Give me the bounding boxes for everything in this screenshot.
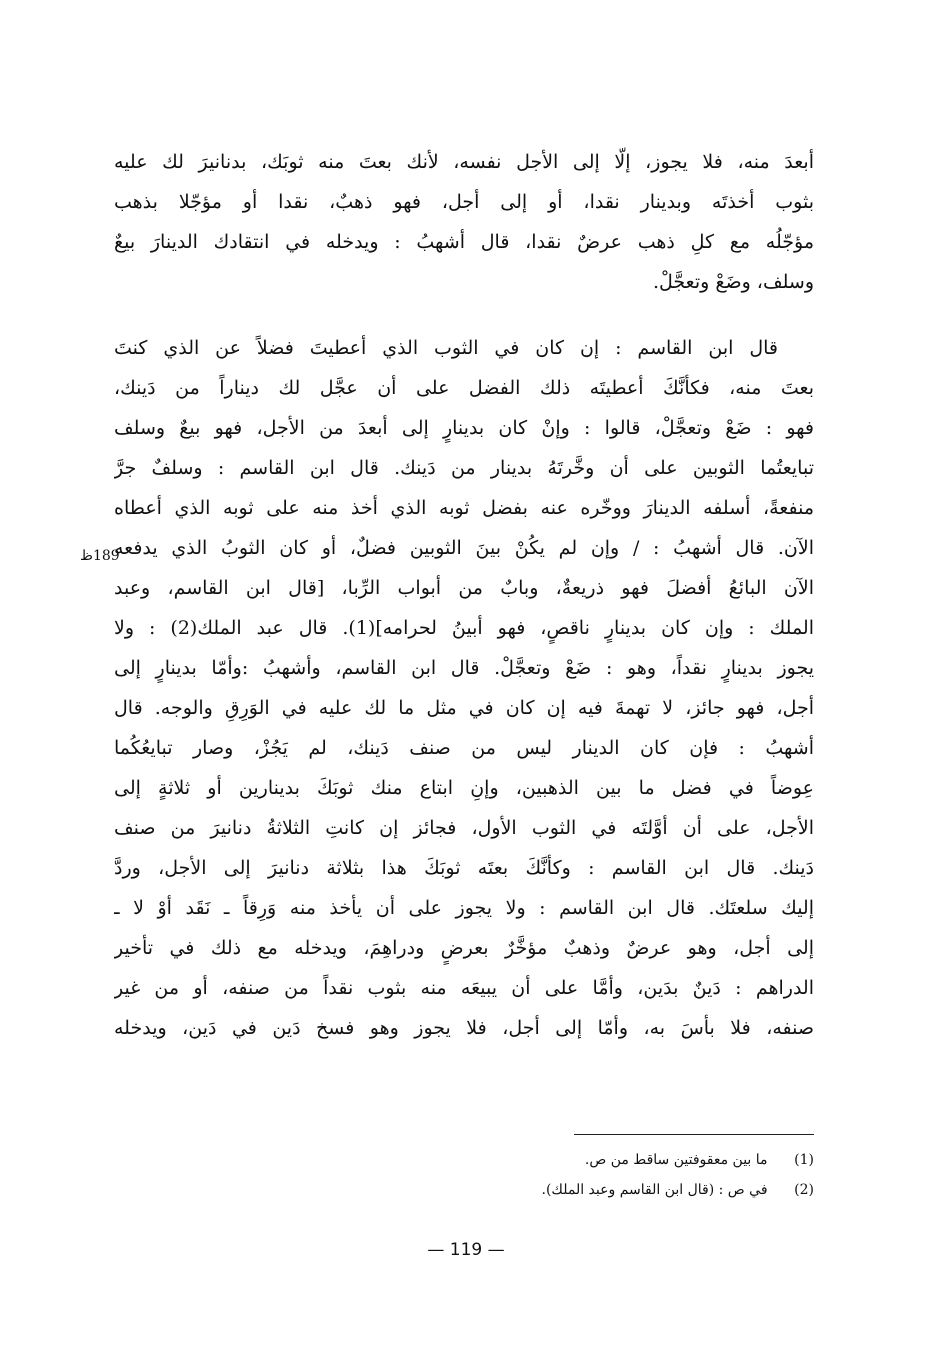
footnotes bbox=[114, 1145, 814, 1205]
text-line: يجوز بدينارٍ نقداً، وهو : ضَعْ وتعجَّلْ. قال ابن القاسم، وأشهبُ :وأمّا بدينارٍ إلى bbox=[114, 657, 814, 679]
footnote-item bbox=[114, 1175, 814, 1205]
paragraph-2 bbox=[114, 328, 814, 1048]
text-line: صنفه، فلا بأسَ به، وأمّا إلى أجل، فلا يجوز وهو فسخ دَين في دَين، ويدخله bbox=[114, 1017, 814, 1039]
text-line: منفعةً، أسلفه الدينارَ ووخّره عنه بفضل ثوبه الذي أخذ منه على ثوبه الذي أعطاه bbox=[114, 497, 814, 519]
page-number: — 119 — bbox=[427, 1240, 505, 1260]
footnote-item bbox=[114, 1145, 814, 1175]
text-line: بعتَ منه، فكأنَّكَ أعطيتَه ذلك الفضل على أن عجَّل لك ديناراً من دَينك، bbox=[114, 377, 814, 399]
footnote-divider bbox=[574, 1134, 814, 1135]
text-line: الملك : وإن كان بدينارٍ ناقصٍ، فهو أبينُ لحرامه](1). قال عبد الملك(2) : ولا bbox=[114, 617, 814, 639]
text-line: أبعدَ منه، فلا يجوز، إلّا إلى الأجل نفسه، لأنك بعتَ منه ثوبَك، بدنانيرَ لك عليه bbox=[114, 151, 814, 173]
manuscript-folio-marker: 189ظ bbox=[80, 548, 120, 564]
text-line: وسلف، وضَعْ وتعجَّلْ. bbox=[652, 271, 814, 293]
paragraph-1 bbox=[114, 142, 814, 302]
text-line: مؤجّلُه مع كلِ ذهب عرضٌ نقدا، قال أشهبُ : ويدخله في انتقادك الدينارَ بيعٌ bbox=[114, 231, 814, 253]
text-line: دَينك. قال ابن القاسم : وكأنَّكَ بعتَه ثوبَكَ هذا بثلاثة دنانيرَ إلى الأجل، وردَّ bbox=[114, 857, 814, 879]
text-line: عِوضاً في فضل ما بين الذهبين، وإنِ ابتاع منك ثوبَكَ بدينارين أو ثلاثةٍ إلى bbox=[114, 777, 814, 799]
footnote-number: (2) bbox=[794, 1182, 814, 1198]
footnote-text: ما بين معقوفتين ساقط من ص. bbox=[584, 1152, 768, 1168]
text-line: الدراهم : دَينٌ بدَين، وأمَّا على أن يبيعَه منه بثوب نقداً من صنفه، أو من غير bbox=[114, 977, 814, 999]
text-line: قال ابن القاسم : إن كان في الثوب الذي أعطيتَ فضلاً عن الذي كنتَ bbox=[114, 337, 778, 359]
text-line: الآن البائعُ أفضلَ فهو ذريعةٌ، وبابٌ من أبواب الرِّبا، [قال ابن القاسم، وعبد bbox=[114, 577, 814, 599]
footnote-number: (1) bbox=[794, 1152, 814, 1168]
text-line: أشهبُ : فإن كان الدينار ليس من صنف دَينك، لم يَجُزْ، وصار تبايعُكُما bbox=[114, 737, 814, 759]
text-line: إلى أجل، وهو عرضٌ وذهبٌ مؤخَّرٌ بعرضٍ ودراهِمَ، ويدخله مع ذلك في تأخير bbox=[114, 937, 814, 959]
text-line: إليك سلعتَك. قال ابن القاسم : ولا يجوز على أن يأخذ منه وَرِقاً ـ نَقَد أوْ لا ـ bbox=[114, 897, 814, 919]
footnote-text: في ص : (قال ابن القاسم وعبد الملك). bbox=[541, 1182, 768, 1198]
text-line: فهو : ضَعْ وتعجَّلْ، قالوا : وإنْ كان بدينارٍ إلى أبعدَ من الأجل، فهو بيعٌ وسلف bbox=[114, 417, 814, 439]
text-line: بثوب أخذتَه وبدينار نقدا، أو إلى أجل، فهو ذهبٌ، نقدا أو مؤجّلا بذهب bbox=[114, 191, 814, 213]
text-line: الأجل، على أن أوَّلتَه في الثوب الأول، فجائز إن كانتِ الثلاثةُ دنانيرَ من صنف bbox=[114, 817, 814, 839]
text-line: الآن. قال أشهبُ : / وإن لم يكُنْ بينَ الثوبين فضلٌ، أو كان الثوبُ الذي يدفعه bbox=[114, 537, 814, 559]
text-line: تبايعتُما الثوبين على أن وخَّرتَهُ بدينار من دَينك. قال ابن القاسم : وسلفٌ جرَّ bbox=[114, 457, 814, 479]
text-line: أجل، فهو جائز، لا تهمةَ فيه إن كان في مثل ما لك عليه في الوَرِقِ والوجه. قال bbox=[114, 697, 814, 719]
